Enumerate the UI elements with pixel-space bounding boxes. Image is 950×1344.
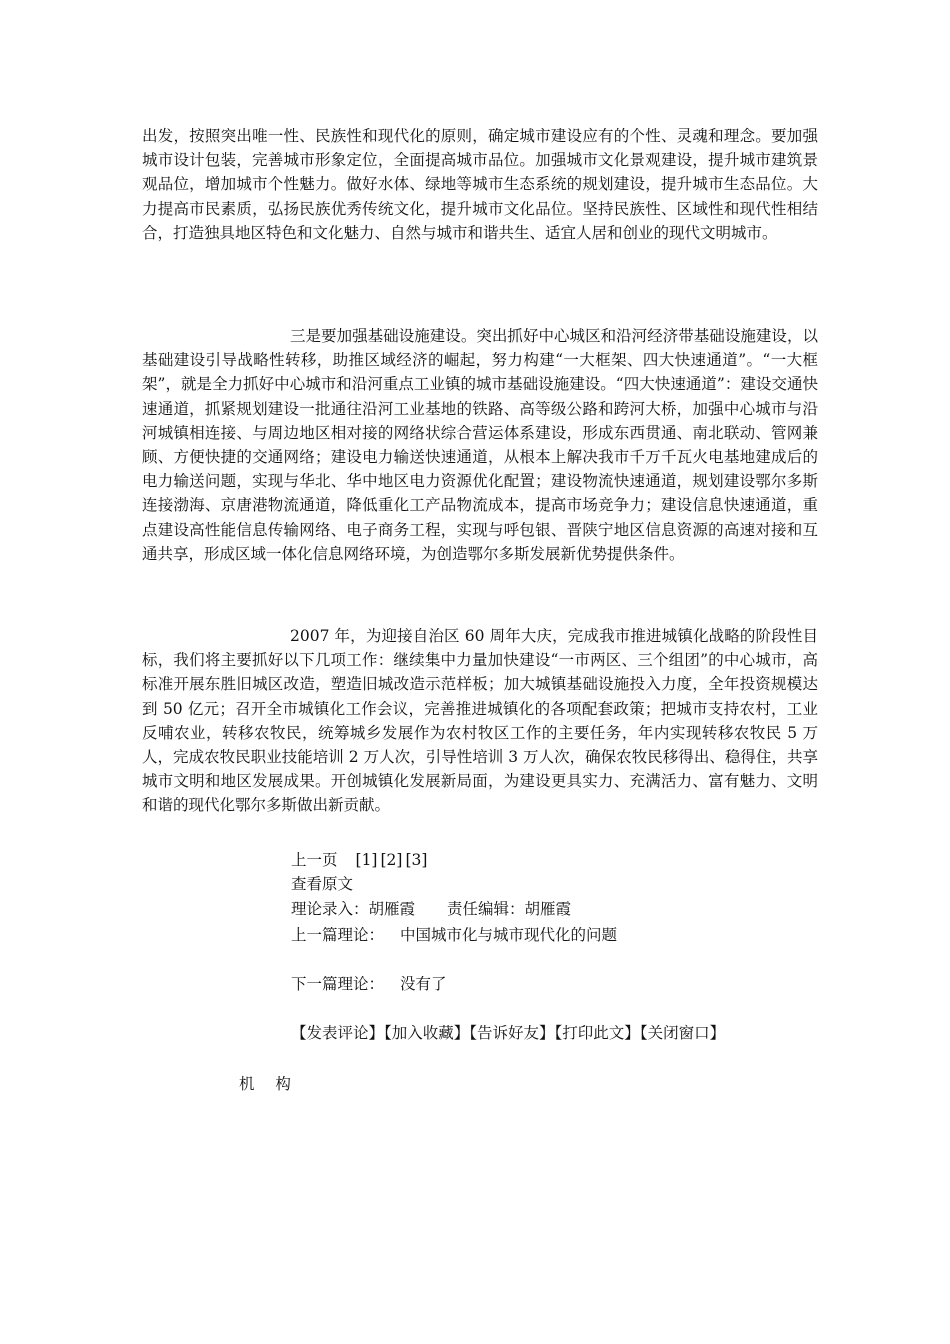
- prev-page-link[interactable]: 上一页: [291, 851, 338, 869]
- view-original-row: [291, 872, 353, 896]
- prev-article-link[interactable]: 中国城市化与城市现代化的问题: [400, 926, 618, 944]
- post-comment-button[interactable]: 【发表评论】: [291, 1024, 385, 1042]
- print-article-button[interactable]: 【打印此文】: [554, 1024, 640, 1042]
- article-paragraph-3: 2007 年，为迎接自治区 60 周年大庆，完成我市推进城镇化战略的阶段性目标，我们将主要抓好以下几项工作：继续集中力量加快建设“一市两区、三个组团”的中心城市，高标准开展东胜旧城区改造，塑造旧城改造示范样板；加大城镇基础设施投入力度，全年投资规模达到 50 亿元；召开全市城镇化工作会议，完善推进城镇化的各项配套政策；把城市支持农村，工业反哺农业，转移农牧民，统筹城乡发展作为农村牧区工作的主要任务，年内实现转移农牧民 5 万人，完成农牧民职业技能培训 2 万人次，引导性培训 3 万人次，确保农牧民移得出、稳得住，共享城市文明和地区发展成果。开创城镇化发展新局面，为建设更具实力、充满活力、富有魅力、文明和谐的现代化鄂尔多斯做出新贡献。: [142, 627, 818, 815]
- prev-article-row: [291, 923, 617, 947]
- view-original-link[interactable]: 查看原文: [291, 875, 354, 893]
- entry-label: 理论录入：: [291, 900, 369, 918]
- prev-article-label: 上一篇理论：: [291, 926, 385, 944]
- add-favorite-button[interactable]: 【加入收藏】: [384, 1024, 470, 1042]
- editor-name: 胡雁霞: [524, 900, 572, 918]
- editor-label: 责任编辑：: [447, 900, 525, 918]
- next-article-row: [291, 972, 447, 996]
- article-paragraph-2: 三是要加强基础设施建设。突出抓好中心城区和沿河经济带基础设施建设，以基础建设引导战略性转移，助推区域经济的崛起，努力构建“一大框架、四大快速通道”。“一大框架”，就是全力抓好中心城市和沿河重点工业镇的城市基础设施建设。“四大快速通道”：建设交通快速通道，抓紧规划建设一批通往沿河工业基地的铁路、高等级公路和跨河大桥，加强中心城市与沿河城镇相连接、与周边地区相对接的网络状综合营运体系建设，形成东西贯通、南北联动、管网兼顾、方便快捷的交通网络；建设电力输送快速通道，从根本上解决我市千万千瓦火电基地建成后的电力输送问题，实现与华北、华中地区电力资源优化配置；建设物流快速通道，规划建设鄂尔多斯连接渤海、京唐港物流通道，降低重化工产品物流成本，提高市场竞争力；建设信息快速通道，重点建设高性能信息传输网络、电子商务工程，实现与呼包银、晋陕宁地区信息资源的高速对接和互通共享，形成区域一体化信息网络环境，为创造鄂尔多斯发展新优势提供条件。: [142, 327, 818, 563]
- pagination: [291, 848, 430, 872]
- close-window-button[interactable]: 【关闭窗口】: [639, 1024, 726, 1042]
- page-link-2[interactable]: [2]: [380, 851, 403, 869]
- tell-friend-button[interactable]: 【告诉好友】: [469, 1024, 555, 1042]
- article-paragraph-1: 出发，按照突出唯一性、民族性和现代化的原则，确定城市建设应有的个性、灵魂和理念。要加强城市设计包装，完善城市形象定位，全面提高城市品位。加强城市文化景观建设，提升城市建筑景观品位，增加城市个性魅力。做好水体、绿地等城市生态系统的规划建设，提升城市生态品位。大力提高市民素质，弘扬民族优秀传统文化，提升城市文化品位。坚持民族性、区域性和现代性相结合，打造独具地区特色和文化魅力、自然与城市和谐共生、适宜人居和创业的现代文明城市。: [142, 127, 818, 242]
- page-link-3[interactable]: [3]: [405, 851, 428, 869]
- section-label-organization: 机 构: [239, 1075, 299, 1093]
- next-article-title: 没有了: [400, 975, 447, 993]
- action-bar: [291, 1021, 725, 1045]
- credits-row: [291, 897, 571, 921]
- page-link-1[interactable]: [1]: [355, 851, 378, 869]
- next-article-label: 下一篇理论：: [291, 975, 385, 993]
- entry-name: 胡雁霞: [368, 900, 416, 918]
